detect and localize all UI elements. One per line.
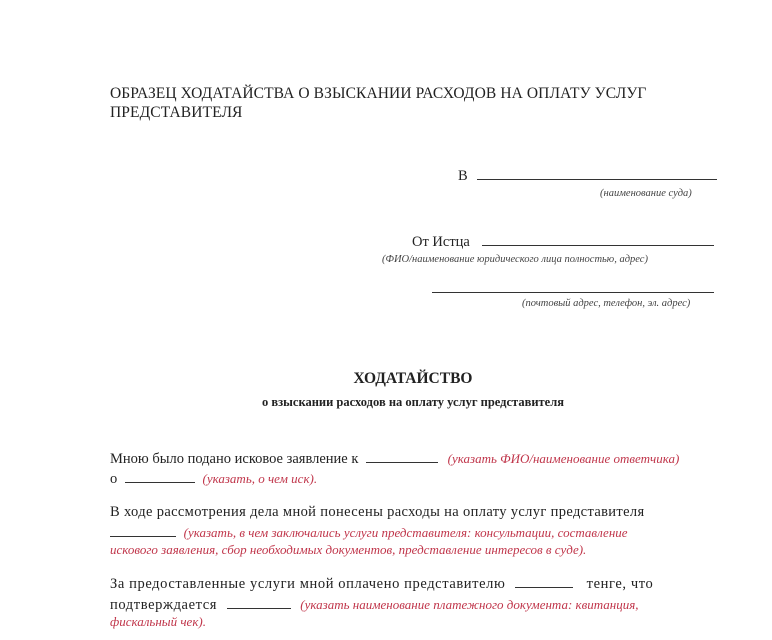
p2-hint-line-1: (указать, в чем заключались услуги представителя: консультации, составление xyxy=(183,525,628,540)
paragraph-2-line-1 xyxy=(110,502,714,523)
p2-line1: В ходе рассмотрения дела мной понесены расходы на оплату услуг представителя xyxy=(110,504,645,520)
document-heading: ХОДАТАЙСТВО xyxy=(353,370,473,387)
document-subheading: о взыскании расходов на оплату услуг представителя xyxy=(261,395,564,409)
address-hint: (почтовый адрес, телефон, эл. адрес) xyxy=(522,298,691,309)
from-prefix: От Истца xyxy=(412,234,470,250)
p1-text: Мною было подано исковое заявление к xyxy=(110,451,359,467)
court-blank xyxy=(477,179,717,180)
paragraph-3-line-1 xyxy=(110,574,653,595)
claim-blank xyxy=(125,482,195,483)
paragraph-3-line-2 xyxy=(110,594,639,616)
top-title-line-1: ОБРАЗЕЦ ХОДАТАЙСТВА О ВЗЫСКАНИИ РАСХОДОВ НА ОПЛАТУ УСЛУГ xyxy=(110,85,647,102)
p3-line1-a: За предоставленные услуги мной оплачено представителю xyxy=(110,576,506,592)
document-top-title xyxy=(110,84,647,122)
p3-hint-line-2: фискальный чек). xyxy=(110,614,206,629)
p1-hint: (указать ФИО/наименование ответчика) xyxy=(447,451,680,466)
court-hint: (наименование суда) xyxy=(600,188,692,199)
paragraph-1-line-2 xyxy=(110,468,317,490)
address-blank xyxy=(432,292,714,293)
paragraph-1-line-1 xyxy=(110,448,679,470)
p3-line1-b: тенге, что xyxy=(586,576,654,592)
amount-blank xyxy=(515,587,573,588)
p1-line2-prefix: о xyxy=(110,471,118,487)
plaintiff-line xyxy=(412,232,714,253)
payment-doc-blank xyxy=(227,608,291,609)
top-title-line-2: ПРЕДСТАВИТЕЛЯ xyxy=(110,104,243,121)
court-line xyxy=(458,166,717,187)
p2-hint-line-2: искового заявления, сбор необходимых документов, представление интересов в суде). xyxy=(110,542,587,557)
paragraph-2-line-2 xyxy=(110,522,628,544)
p1-line2-hint: (указать, о чем иск). xyxy=(202,471,318,486)
plaintiff-hint: (ФИО/наименование юридического лица полностью, адрес) xyxy=(382,254,648,265)
services-blank xyxy=(110,536,176,537)
court-prefix: В xyxy=(458,168,468,184)
p3-hint-line-1: (указать наименование платежного документа: квитанция, xyxy=(300,597,639,612)
p3-line2-a: подтверждается xyxy=(110,597,218,613)
defendant-blank xyxy=(366,462,438,463)
plaintiff-blank xyxy=(482,245,714,246)
